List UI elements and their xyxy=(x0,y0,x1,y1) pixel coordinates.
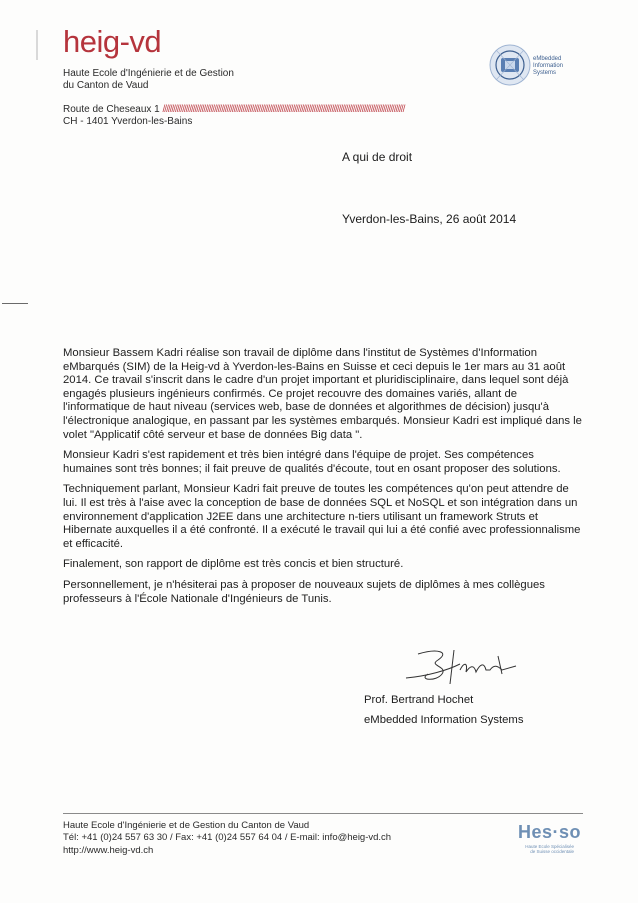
paragraph-4: Finalement, son rapport de diplôme est très concis et bien structuré. xyxy=(63,558,404,571)
paragraph-5: Personnellement, je n'hésiterai pas à proposer de nouveaux sujets de diplômes à mes collègues professeurs à l'École Nationale d'Ingénieurs de Tunis. xyxy=(63,578,545,605)
decorative-slashes: //////////////////////////////////////////////////////////////////////////////////////////////////////////////////////////////////////// xyxy=(162,104,405,115)
embedded-logo-text: eMbedded Information Systems xyxy=(533,56,564,76)
paragraph-2: Monsieur Kadri s'est rapidement et très bien intégré dans l'équipe de projet. Ses compétences humaines sont très bonnes; il fait preuve de qualités d'écoute, tout en osant proposer des solutions. xyxy=(63,449,561,475)
paragraph-1: Monsieur Bassem Kadri réalise son travail de diplôme dans l'institut de Systèmes d'Information eMbarqués (SIM) de la Heig-vd à Yverdon-les-Bains en Suisse et ceci depuis le 1er mars au 31 août 2014. Ce travail s'inscrit dans le cadre d'un projet important et pluridisciplinaire, dans lequel sont déjà engagés plusieurs ingénieurs confirmés. Ce projet recouvre des domaines variés, allant de l'informatique de haut niveau (services web, base de données et algorithmes de décision) jusqu'à l'électronique analogique, en passant par les systèmes embarqués. Monsieur Kadri est impliqué dans le volet "Applicatif côté serveur et base de données Big data ". xyxy=(63,347,582,441)
address-block xyxy=(63,104,583,128)
place-date: Yverdon-les-Bains, 26 août 2014 xyxy=(342,212,517,226)
footer-website: http://www.heig-vd.ch xyxy=(63,844,154,856)
hesso-subtitle: Haute Ecole Spécialisée de Suisse occidentale xyxy=(525,844,574,854)
letter-body xyxy=(63,347,583,613)
footer xyxy=(63,820,391,857)
school-line-2: du Canton de Vaud xyxy=(63,80,149,91)
handwritten-signature xyxy=(398,640,538,690)
recipient: A qui de droit xyxy=(342,150,413,164)
signer-name: Prof. Bertrand Hochet xyxy=(364,694,474,706)
school-name xyxy=(63,68,234,92)
margin-bar xyxy=(36,30,38,60)
signer-organization: eMbedded Information Systems xyxy=(364,714,524,726)
paragraph-3: Techniquement parlant, Monsieur Kadri fait preuve de toutes les compétences qu'on peut attendre de lui. Il est très à l'aise avec la conception de base de données SQL et NoSQL et son intégration dans un environnement d'application J2EE dans une architecture n-tiers utilisant un framework Struts et Hibernate auxquelles il a été confronté. Il a exécuté le travail qui lui a été confié avec professionnalisme et efficacité. xyxy=(63,483,581,550)
hesso-logo: Hes·so xyxy=(518,822,582,842)
signer-block xyxy=(364,690,524,730)
footer-contact: Tél: +41 (0)24 557 63 30 / Fax: +41 (0)24 557 64 04 / E-mail: info@heig-vd.ch xyxy=(63,832,392,844)
address-line-1: Route de Cheseaux 1 xyxy=(63,104,160,115)
fold-mark xyxy=(2,303,28,304)
address-line-2: CH - 1401 Yverdon-les-Bains xyxy=(63,116,193,127)
footer-divider xyxy=(63,813,583,814)
school-line-1: Haute Ecole d'Ingénierie et de Gestion xyxy=(63,68,234,79)
footer-line-1: Haute Ecole d'Ingénierie et de Gestion du Canton de Vaud xyxy=(63,820,310,831)
heig-vd-logo: heig-vd xyxy=(63,24,162,59)
